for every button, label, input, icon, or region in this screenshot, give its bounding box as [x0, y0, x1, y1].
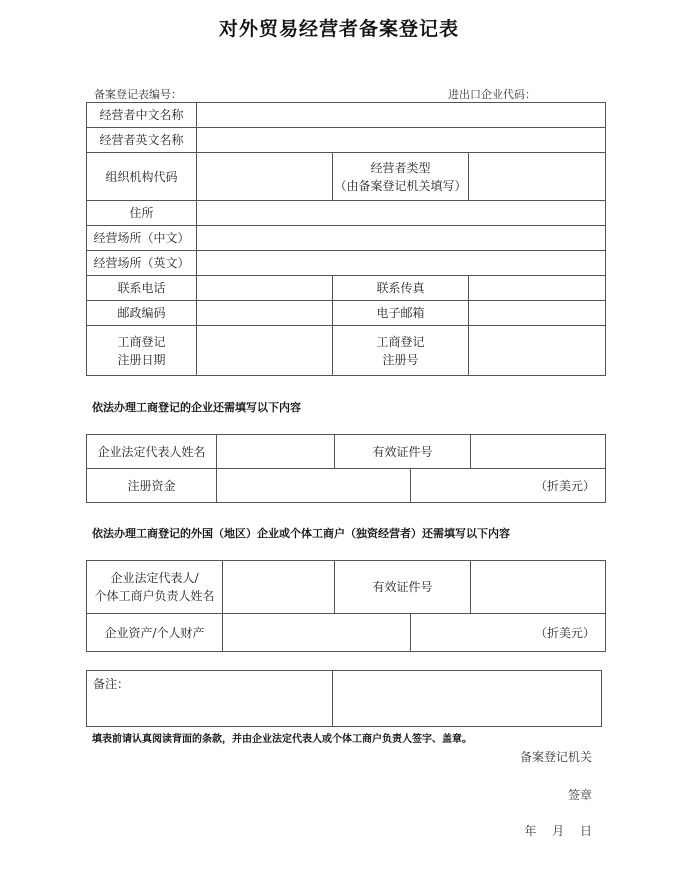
usd-note-capital: （折美元）: [411, 469, 606, 503]
field-fax[interactable]: [469, 276, 606, 301]
field-rep-name[interactable]: [223, 561, 335, 614]
label-registered-capital: 注册资金: [87, 469, 217, 503]
operator-type-line1: 经营者类型: [370, 160, 431, 175]
label-rep-name: [87, 561, 223, 614]
label-legal-rep-name: 企业法定代表人姓名: [87, 435, 217, 469]
field-phone[interactable]: [197, 276, 333, 301]
field-legal-rep-name[interactable]: [217, 435, 335, 469]
label-id-no-2: 有效证件号: [335, 561, 471, 614]
field-registered-capital[interactable]: [217, 469, 411, 503]
operator-type-line2: （由备案登记机关填写）: [334, 178, 467, 193]
label-operator-type: [333, 153, 469, 201]
field-postcode[interactable]: [197, 301, 333, 326]
field-name-en[interactable]: [197, 128, 606, 153]
field-assets[interactable]: [223, 614, 411, 652]
field-remarks[interactable]: [333, 671, 602, 727]
label-address: 住所: [87, 201, 197, 226]
field-email[interactable]: [469, 301, 606, 326]
foreign-individual-table: [86, 560, 606, 652]
label-premises-cn: 经营场所（中文）: [87, 226, 197, 251]
remarks-label: 备注：: [87, 671, 333, 727]
remarks-table: [86, 670, 602, 727]
signoff-date: 年 月 日: [524, 824, 592, 838]
field-biz-reg-no[interactable]: [469, 326, 606, 376]
biz-reg-date-line1: 工商登记: [117, 334, 166, 349]
field-premises-en[interactable]: [197, 251, 606, 276]
label-postcode: 邮政编码: [87, 301, 197, 326]
signoff-seal: 签章: [567, 788, 592, 802]
field-name-cn[interactable]: [197, 103, 606, 128]
page-title: 对外贸易经营者备案登记表: [218, 18, 459, 40]
label-assets: 企业资产/个人财产: [87, 614, 223, 652]
field-biz-reg-date[interactable]: [197, 326, 333, 376]
field-address[interactable]: [197, 201, 606, 226]
biz-reg-no-line1: 工商登记: [376, 334, 425, 349]
label-biz-reg-no: [333, 326, 469, 376]
reg-no-label: 备案登记表编号：: [94, 88, 182, 101]
field-id-no-2[interactable]: [471, 561, 606, 614]
biz-reg-no-line2: 注册号: [382, 352, 419, 367]
rep-line2: 个体工商户负责人姓名: [94, 589, 215, 603]
main-registration-table: [86, 102, 606, 376]
biz-reg-date-line2: 注册日期: [117, 352, 166, 367]
label-name-cn: 经营者中文名称: [87, 103, 197, 128]
label-name-en: 经营者英文名称: [87, 128, 197, 153]
label-premises-en: 经营场所（英文）: [87, 251, 197, 276]
label-email: 电子邮箱: [333, 301, 469, 326]
label-fax: 联系传真: [333, 276, 469, 301]
rep-line1: 企业法定代表人/: [110, 571, 199, 585]
company-code-label: 进出口企业代码：: [448, 88, 536, 101]
signoff-authority: 备案登记机关: [519, 750, 592, 764]
label-org-code: 组织机构代码: [87, 153, 197, 201]
label-phone: 联系电话: [87, 276, 197, 301]
usd-note-assets: （折美元）: [411, 614, 606, 652]
section1-heading: 依法办理工商登记的企业还需填写以下内容: [92, 401, 301, 414]
field-id-no[interactable]: [471, 435, 606, 469]
label-biz-reg-date: [87, 326, 197, 376]
field-org-code[interactable]: [197, 153, 333, 201]
label-id-no: 有效证件号: [335, 435, 471, 469]
field-operator-type[interactable]: [469, 153, 606, 201]
notice-text: 填表前请认真阅读背面的条款，并由企业法定代表人或个体工商户负责人签字、盖章。: [92, 734, 472, 745]
enterprise-table: [86, 434, 606, 503]
field-premises-cn[interactable]: [197, 226, 606, 251]
section2-heading: 依法办理工商登记的外国（地区）企业或个体工商户（独资经营者）还需填写以下内容: [92, 527, 510, 540]
